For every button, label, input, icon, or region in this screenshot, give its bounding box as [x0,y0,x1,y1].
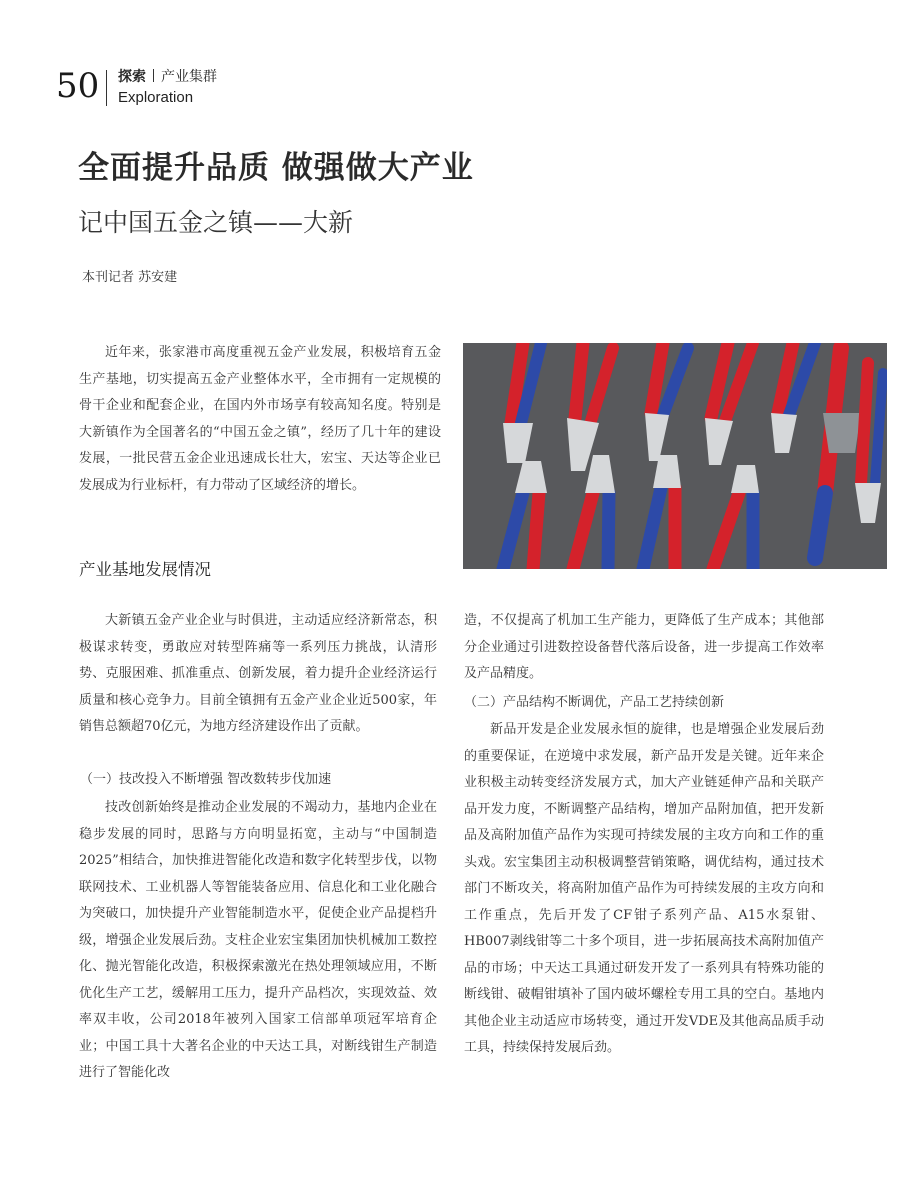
section-sub: 产业集群 [161,69,217,85]
subheading-2: （二）产品结构不断调优，产品工艺持续创新 [464,695,725,710]
page-number: 50 [56,66,100,106]
pliers-illustration [463,343,887,569]
header-divider [106,70,107,106]
article-subtitle: 记中国五金之镇——大新 [78,208,354,237]
intro-paragraph: 近年来，张家港市高度重视五金产业发展，积极培育五金生产基地，切实提高五金产业整体水平，全市拥有一定规模的骨干企业和配套企业，在国内外市场享有较高知名度。特别是大新镇作为全国著名的“中国五金之镇”，经历了几十年的建设发展，一批民营五金企业迅速成长壮大，宏宝、天达等企业已发展成为行业标杆，有力带动了区域经济的增长。 [79,345,441,493]
section1-paragraph: 大新镇五金产业企业与时俱进，主动适应经济新常态，积极谋求转变，勇敢应对转型阵痛等一系列压力挑战，认清形势、克服困难、抓准重点、创新发展，着力提升企业经济运行质量和核心竞争力。目前全镇拥有五金产业企业近500家，年销售总额超70亿元，为地方经济建设作出了贡献。 [79,613,437,734]
section-english: Exploration [118,89,194,106]
paragraph-3: 新品开发是企业发展永恒的旋律，也是增强企业发展后劲的重要保证，在逆境中求发展，新产品开发是关键。近年来企业积极主动转变经济发展方式，加大产业链延伸产品和关联产品开发力度，不断调整产品结构，增加产品附加值，把开发新品及高附加值产品作为实现可持续发展的主攻方向和工作的重头戏。宏宝集团主动积极调整营销策略，调优结构，通过技术部门不断攻关，将高附加值产品作为可持续发展的主攻方向和工作重点，先后开发了CF钳子系列产品、A15水泵钳、HB007剥线钳等二十多个项目，进一步拓展高技术高附加值产品的市场；中天达工具通过研发开发了一系列具有特殊功能的断线钳、破帽钳填补了国内破坏螺栓专用工具的空白。基地内其他企业主动适应市场转变，通过开发VDE及其他高品质手动工具，持续保持发展后劲。 [464,722,824,1055]
subheading-1: （一）技改投入不断增强 智改数转步伐加速 [80,772,332,787]
paragraph-2-continued: 造，不仅提高了机加工生产能力，更降低了生产成本；其他部分企业通过引进数控设备替代落后设备，进一步提高工作效率及产品精度。 [464,613,824,681]
byline: 本刊记者 苏安建 [82,270,178,285]
pliers-photo [463,343,887,569]
paragraph-2: 技改创新始终是推动企业发展的不竭动力，基地内企业在稳步发展的同时，思路与方向明显拓宽，主动与“中国制造2025”相结合，加快推进智能化改造和数字化转型步伐，以物联网技术、工业机器人等智能装备应用、信息化和工业化融合为突破口，加快提升产业智能制造水平，促使企业产品提档升级，增强企业发展后劲。支柱企业宏宝集团加快机械加工数控化、抛光智能化改造，积极探索激光在热处理领域应用，不断优化生产工艺，缓解用工压力，提升产品档次，实现效益、效率双丰收，公司2018年被列入国家工信部单项冠军培育企业；中国工具十大著名企业的中天达工具，对断线钳生产制造进行了智能化改 [79,800,437,1080]
section-separator [153,69,154,82]
section-label [118,68,217,86]
section-bold: 探索 [118,69,146,85]
article-title: 全面提升品质 做强做大产业 [78,150,474,186]
section-heading: 产业基地发展情况 [79,560,211,579]
